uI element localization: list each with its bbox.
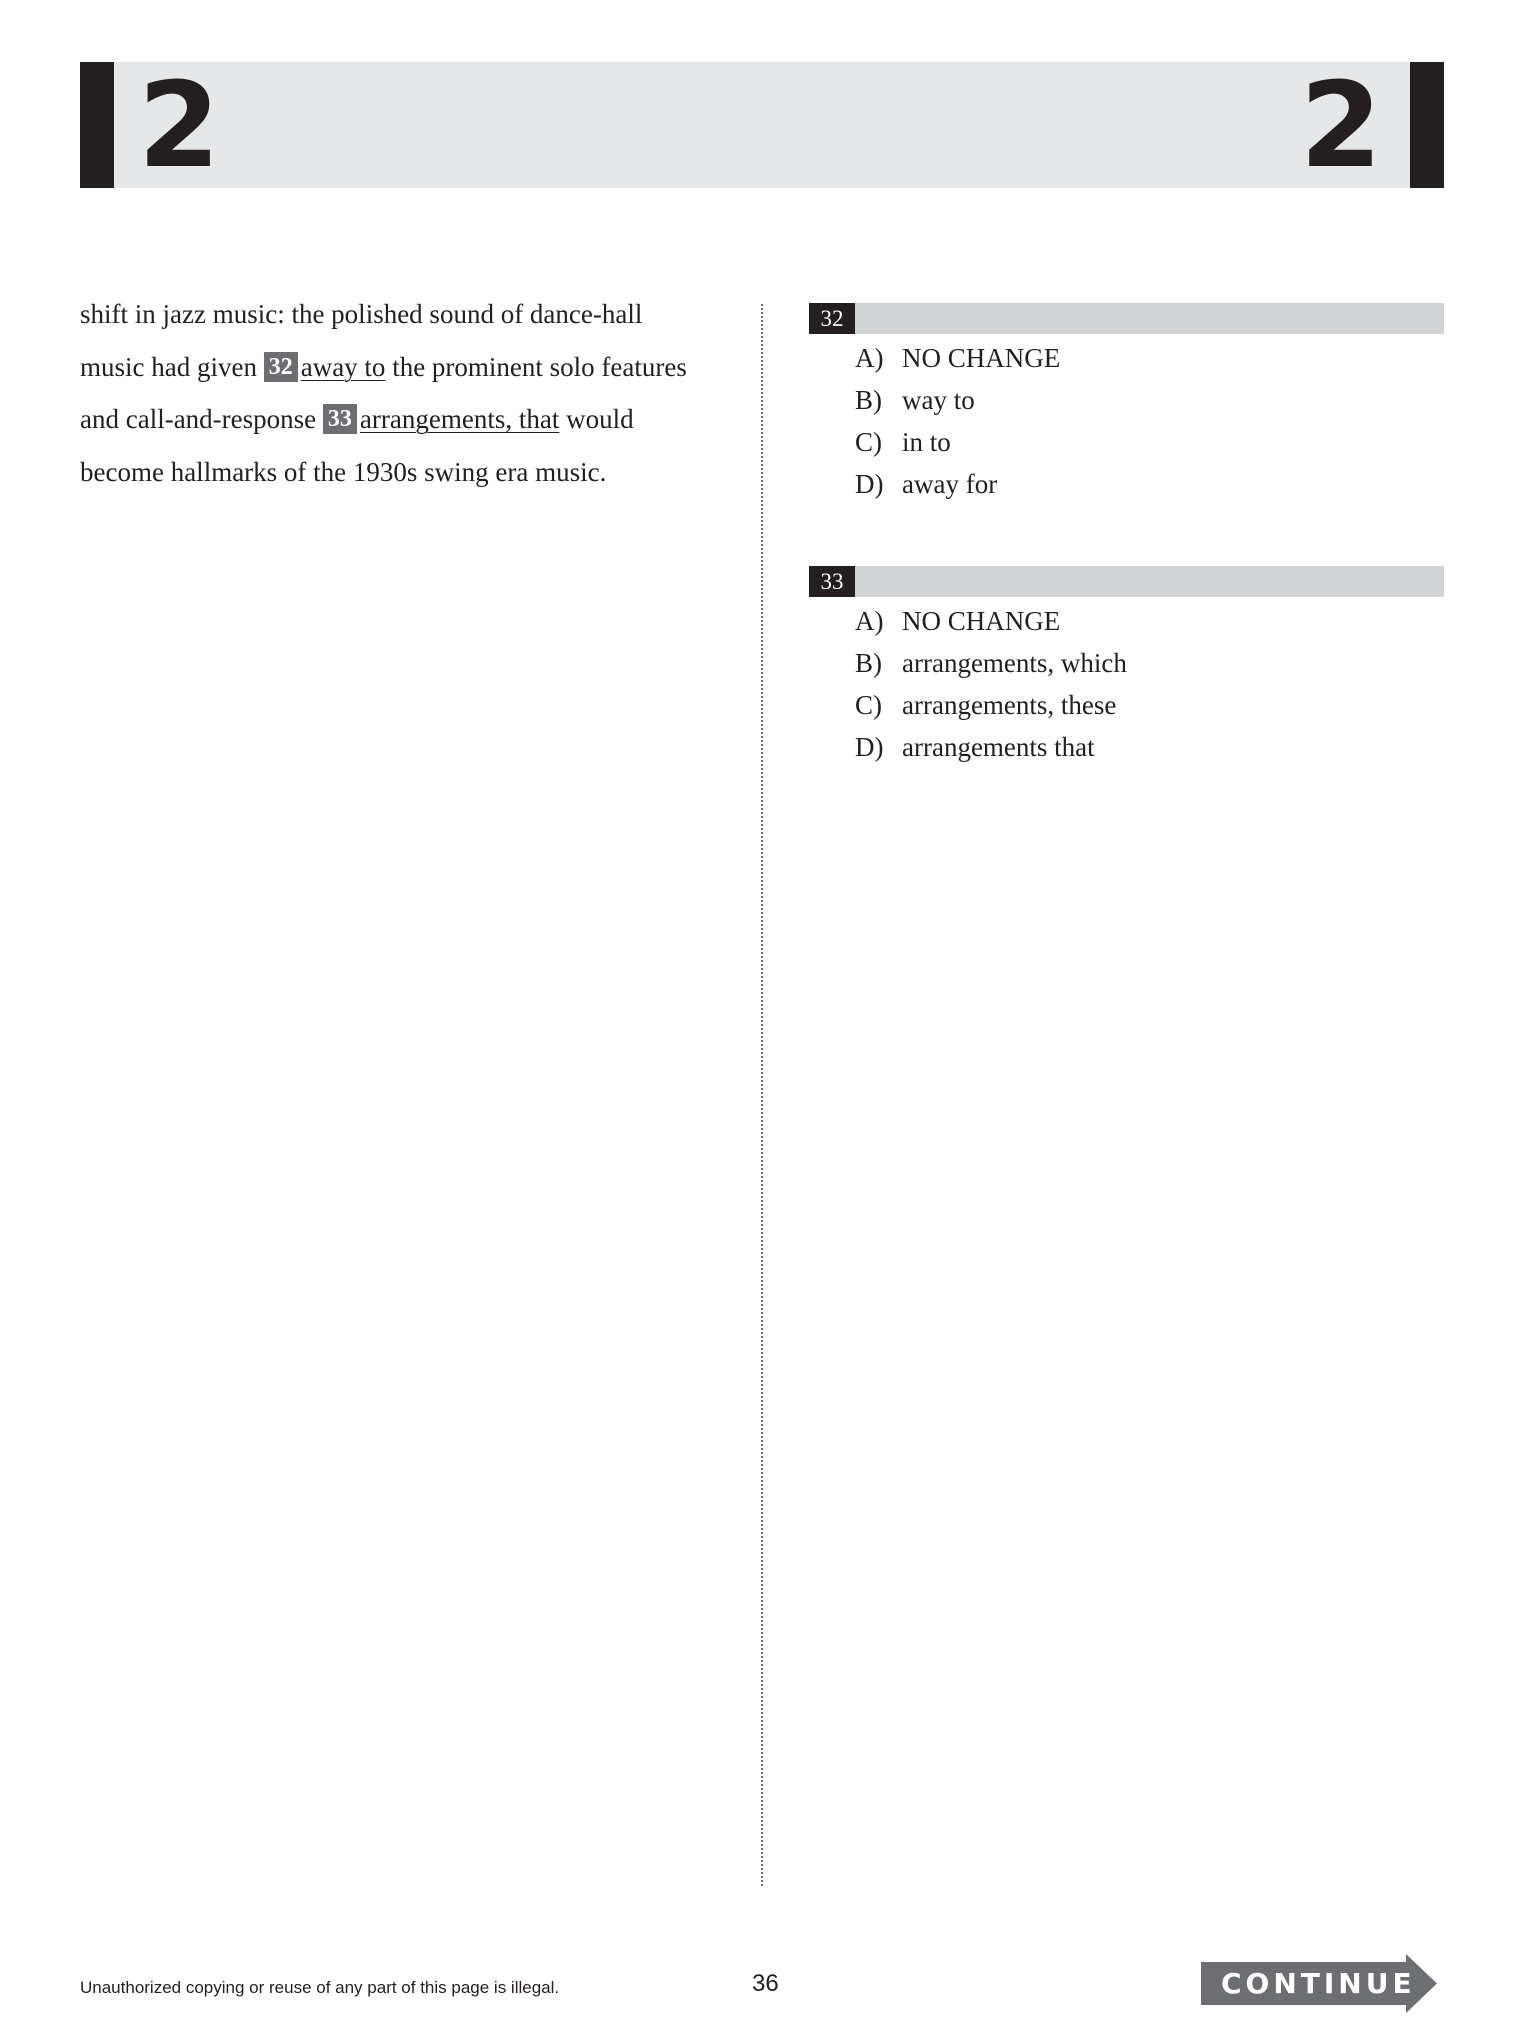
section-header bbox=[80, 56, 1444, 194]
option-text: arrangements, these bbox=[902, 690, 1117, 720]
question-33 bbox=[809, 566, 1444, 768]
option-letter: C) bbox=[855, 690, 882, 720]
answer-option-d[interactable] bbox=[809, 726, 1444, 768]
option-letter: D) bbox=[855, 732, 884, 762]
passage-line: shift in jazz music: the polished sound of dance-hall bbox=[80, 299, 643, 329]
answer-option-a[interactable] bbox=[809, 600, 1444, 642]
header-bar-right bbox=[1410, 62, 1444, 188]
option-letter: B) bbox=[855, 385, 882, 415]
passage-text: would bbox=[559, 404, 634, 434]
option-text: way to bbox=[902, 385, 975, 415]
answer-option-d[interactable] bbox=[809, 463, 1444, 505]
passage-line bbox=[80, 341, 720, 394]
continue-button[interactable] bbox=[1201, 1954, 1437, 2013]
passage-text: the prominent solo features bbox=[385, 351, 687, 382]
continue-label: CONTINUE bbox=[1221, 1967, 1416, 2000]
section-number-right: 2 bbox=[1299, 56, 1382, 194]
header-bar-left bbox=[80, 62, 114, 188]
answer-options bbox=[809, 337, 1444, 505]
answer-option-c[interactable] bbox=[809, 421, 1444, 463]
answer-option-c[interactable] bbox=[809, 684, 1444, 726]
underlined-phrase-32: away to bbox=[300, 351, 386, 382]
option-letter: B) bbox=[855, 648, 882, 678]
option-letter: A) bbox=[855, 343, 884, 373]
section-number-left: 2 bbox=[138, 56, 221, 194]
option-text: NO CHANGE bbox=[902, 343, 1061, 373]
page-number: 36 bbox=[752, 1970, 779, 1997]
option-text: in to bbox=[902, 427, 951, 457]
option-letter: D) bbox=[855, 469, 884, 499]
answer-option-b[interactable] bbox=[809, 642, 1444, 684]
question-header bbox=[809, 303, 1444, 334]
underlined-phrase-33: arrangements, that bbox=[359, 404, 560, 434]
option-letter: A) bbox=[855, 606, 884, 636]
answer-option-b[interactable] bbox=[809, 379, 1444, 421]
copyright-notice: Unauthorized copying or reuse of any part of this page is illegal. bbox=[80, 1978, 560, 1997]
passage-text: music had given bbox=[80, 351, 264, 382]
passage-line bbox=[80, 393, 720, 446]
option-text: arrangements that bbox=[902, 732, 1095, 762]
answer-option-a[interactable] bbox=[809, 337, 1444, 379]
question-marker-33[interactable]: 33 bbox=[323, 404, 357, 434]
question-number: 33 bbox=[809, 566, 855, 597]
answer-options bbox=[809, 600, 1444, 768]
passage-line: become hallmarks of the 1930s swing era music. bbox=[80, 456, 607, 487]
question-number: 32 bbox=[809, 303, 855, 334]
passage bbox=[80, 288, 720, 498]
option-letter: C) bbox=[855, 427, 882, 457]
option-text: away for bbox=[902, 469, 998, 499]
passage-text: and call-and-response bbox=[80, 404, 323, 434]
question-header bbox=[809, 566, 1444, 597]
option-text: NO CHANGE bbox=[902, 606, 1061, 636]
question-marker-32[interactable]: 32 bbox=[264, 352, 298, 382]
option-text: arrangements, which bbox=[902, 648, 1127, 678]
question-32 bbox=[809, 303, 1444, 505]
column-divider bbox=[761, 304, 763, 1886]
